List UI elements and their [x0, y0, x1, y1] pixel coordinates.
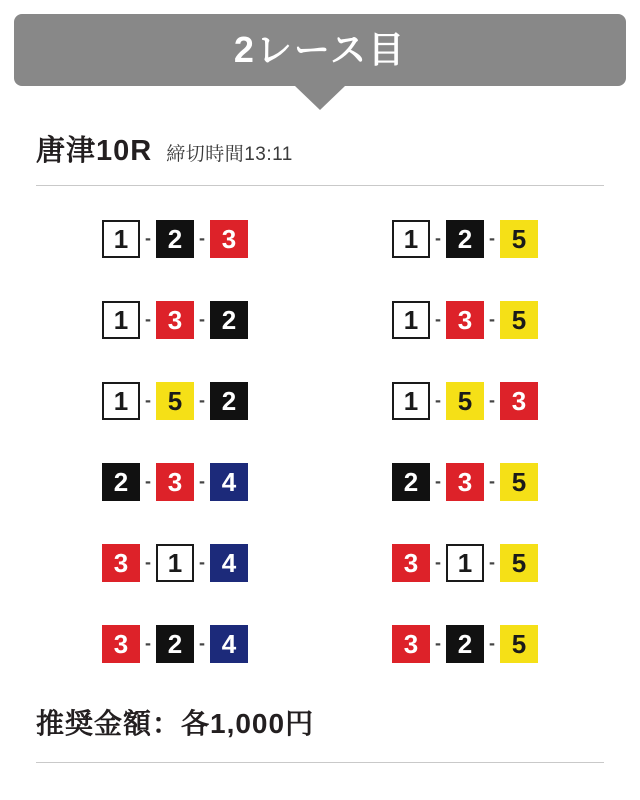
prediction-combo[interactable] [30, 198, 320, 279]
combo-separator: - [199, 228, 205, 248]
prediction-combo[interactable] [320, 360, 610, 441]
boat-number: 3 [446, 301, 484, 339]
divider-bottom [36, 762, 604, 763]
combo-separator: - [435, 552, 441, 572]
boat-number: 1 [102, 382, 140, 420]
race-name: 唐津10R [36, 135, 153, 167]
prediction-combo-inner [392, 301, 538, 339]
combo-separator: - [435, 390, 441, 410]
prediction-combo[interactable] [320, 603, 610, 684]
prediction-combo-inner [392, 382, 538, 420]
boat-number: 2 [102, 463, 140, 501]
boat-number: 2 [156, 625, 194, 663]
boat-number: 1 [156, 544, 194, 582]
boat-number: 2 [446, 220, 484, 258]
boat-number: 3 [102, 544, 140, 582]
prediction-combo-inner [102, 220, 248, 258]
combo-separator: - [145, 390, 151, 410]
boat-number: 5 [156, 382, 194, 420]
boat-number: 3 [156, 463, 194, 501]
combo-separator: - [145, 552, 151, 572]
boat-number: 2 [446, 625, 484, 663]
prediction-combo-inner [392, 625, 538, 663]
combo-separator: - [199, 309, 205, 329]
prediction-combo-inner [392, 544, 538, 582]
combo-separator: - [435, 309, 441, 329]
predictions-grid [0, 198, 640, 684]
race-info [0, 128, 640, 169]
combo-separator: - [199, 471, 205, 491]
combo-separator: - [435, 228, 441, 248]
boat-number: 1 [392, 382, 430, 420]
combo-separator: - [145, 228, 151, 248]
boat-number: 4 [210, 463, 248, 501]
prediction-combo-inner [392, 220, 538, 258]
boat-number: 1 [102, 301, 140, 339]
boat-number: 1 [392, 220, 430, 258]
boat-number: 4 [210, 544, 248, 582]
combo-separator: - [199, 390, 205, 410]
boat-number: 5 [446, 382, 484, 420]
prediction-combo[interactable] [320, 441, 610, 522]
prediction-card [0, 14, 640, 800]
prediction-combo[interactable] [30, 279, 320, 360]
combo-separator: - [489, 309, 495, 329]
boat-number: 5 [500, 301, 538, 339]
boat-number: 2 [392, 463, 430, 501]
boat-number: 2 [156, 220, 194, 258]
prediction-combo[interactable] [320, 522, 610, 603]
race-deadline: 締切時間13:11 [166, 144, 293, 165]
boat-number: 3 [210, 220, 248, 258]
race-banner-box [14, 14, 626, 86]
boat-number: 5 [500, 463, 538, 501]
prediction-combo[interactable] [30, 603, 320, 684]
combo-separator: - [435, 471, 441, 491]
boat-number: 3 [102, 625, 140, 663]
boat-number: 4 [210, 625, 248, 663]
prediction-combo-inner [102, 544, 248, 582]
prediction-combo[interactable] [30, 360, 320, 441]
boat-number: 5 [500, 625, 538, 663]
prediction-combo-inner [392, 463, 538, 501]
combo-separator: - [199, 552, 205, 572]
race-banner [14, 14, 626, 86]
boat-number: 3 [446, 463, 484, 501]
boat-number: 2 [210, 382, 248, 420]
prediction-combo-inner [102, 382, 248, 420]
boat-number: 1 [102, 220, 140, 258]
boat-number: 5 [500, 220, 538, 258]
prediction-combo-inner [102, 301, 248, 339]
combo-separator: - [435, 633, 441, 653]
boat-number: 5 [500, 544, 538, 582]
prediction-combo[interactable] [30, 522, 320, 603]
boat-number: 3 [500, 382, 538, 420]
boat-number: 3 [156, 301, 194, 339]
combo-separator: - [489, 633, 495, 653]
boat-number: 1 [446, 544, 484, 582]
banner-arrow-icon [295, 86, 345, 110]
prediction-combo-inner [102, 625, 248, 663]
combo-separator: - [145, 471, 151, 491]
recommended-amount: 推奨金額：各1,000円 [36, 708, 315, 739]
boat-number: 2 [210, 301, 248, 339]
combo-separator: - [489, 390, 495, 410]
divider-top [36, 185, 604, 186]
boat-number: 3 [392, 625, 430, 663]
boat-number: 3 [392, 544, 430, 582]
combo-separator: - [145, 309, 151, 329]
prediction-combo[interactable] [320, 198, 610, 279]
prediction-combo[interactable] [30, 441, 320, 522]
combo-separator: - [489, 552, 495, 572]
prediction-combo[interactable] [320, 279, 610, 360]
boat-number: 1 [392, 301, 430, 339]
combo-separator: - [489, 471, 495, 491]
prediction-combo-inner [102, 463, 248, 501]
combo-separator: - [199, 633, 205, 653]
race-banner-title: 2レース目 [233, 29, 407, 70]
combo-separator: - [489, 228, 495, 248]
combo-separator: - [145, 633, 151, 653]
